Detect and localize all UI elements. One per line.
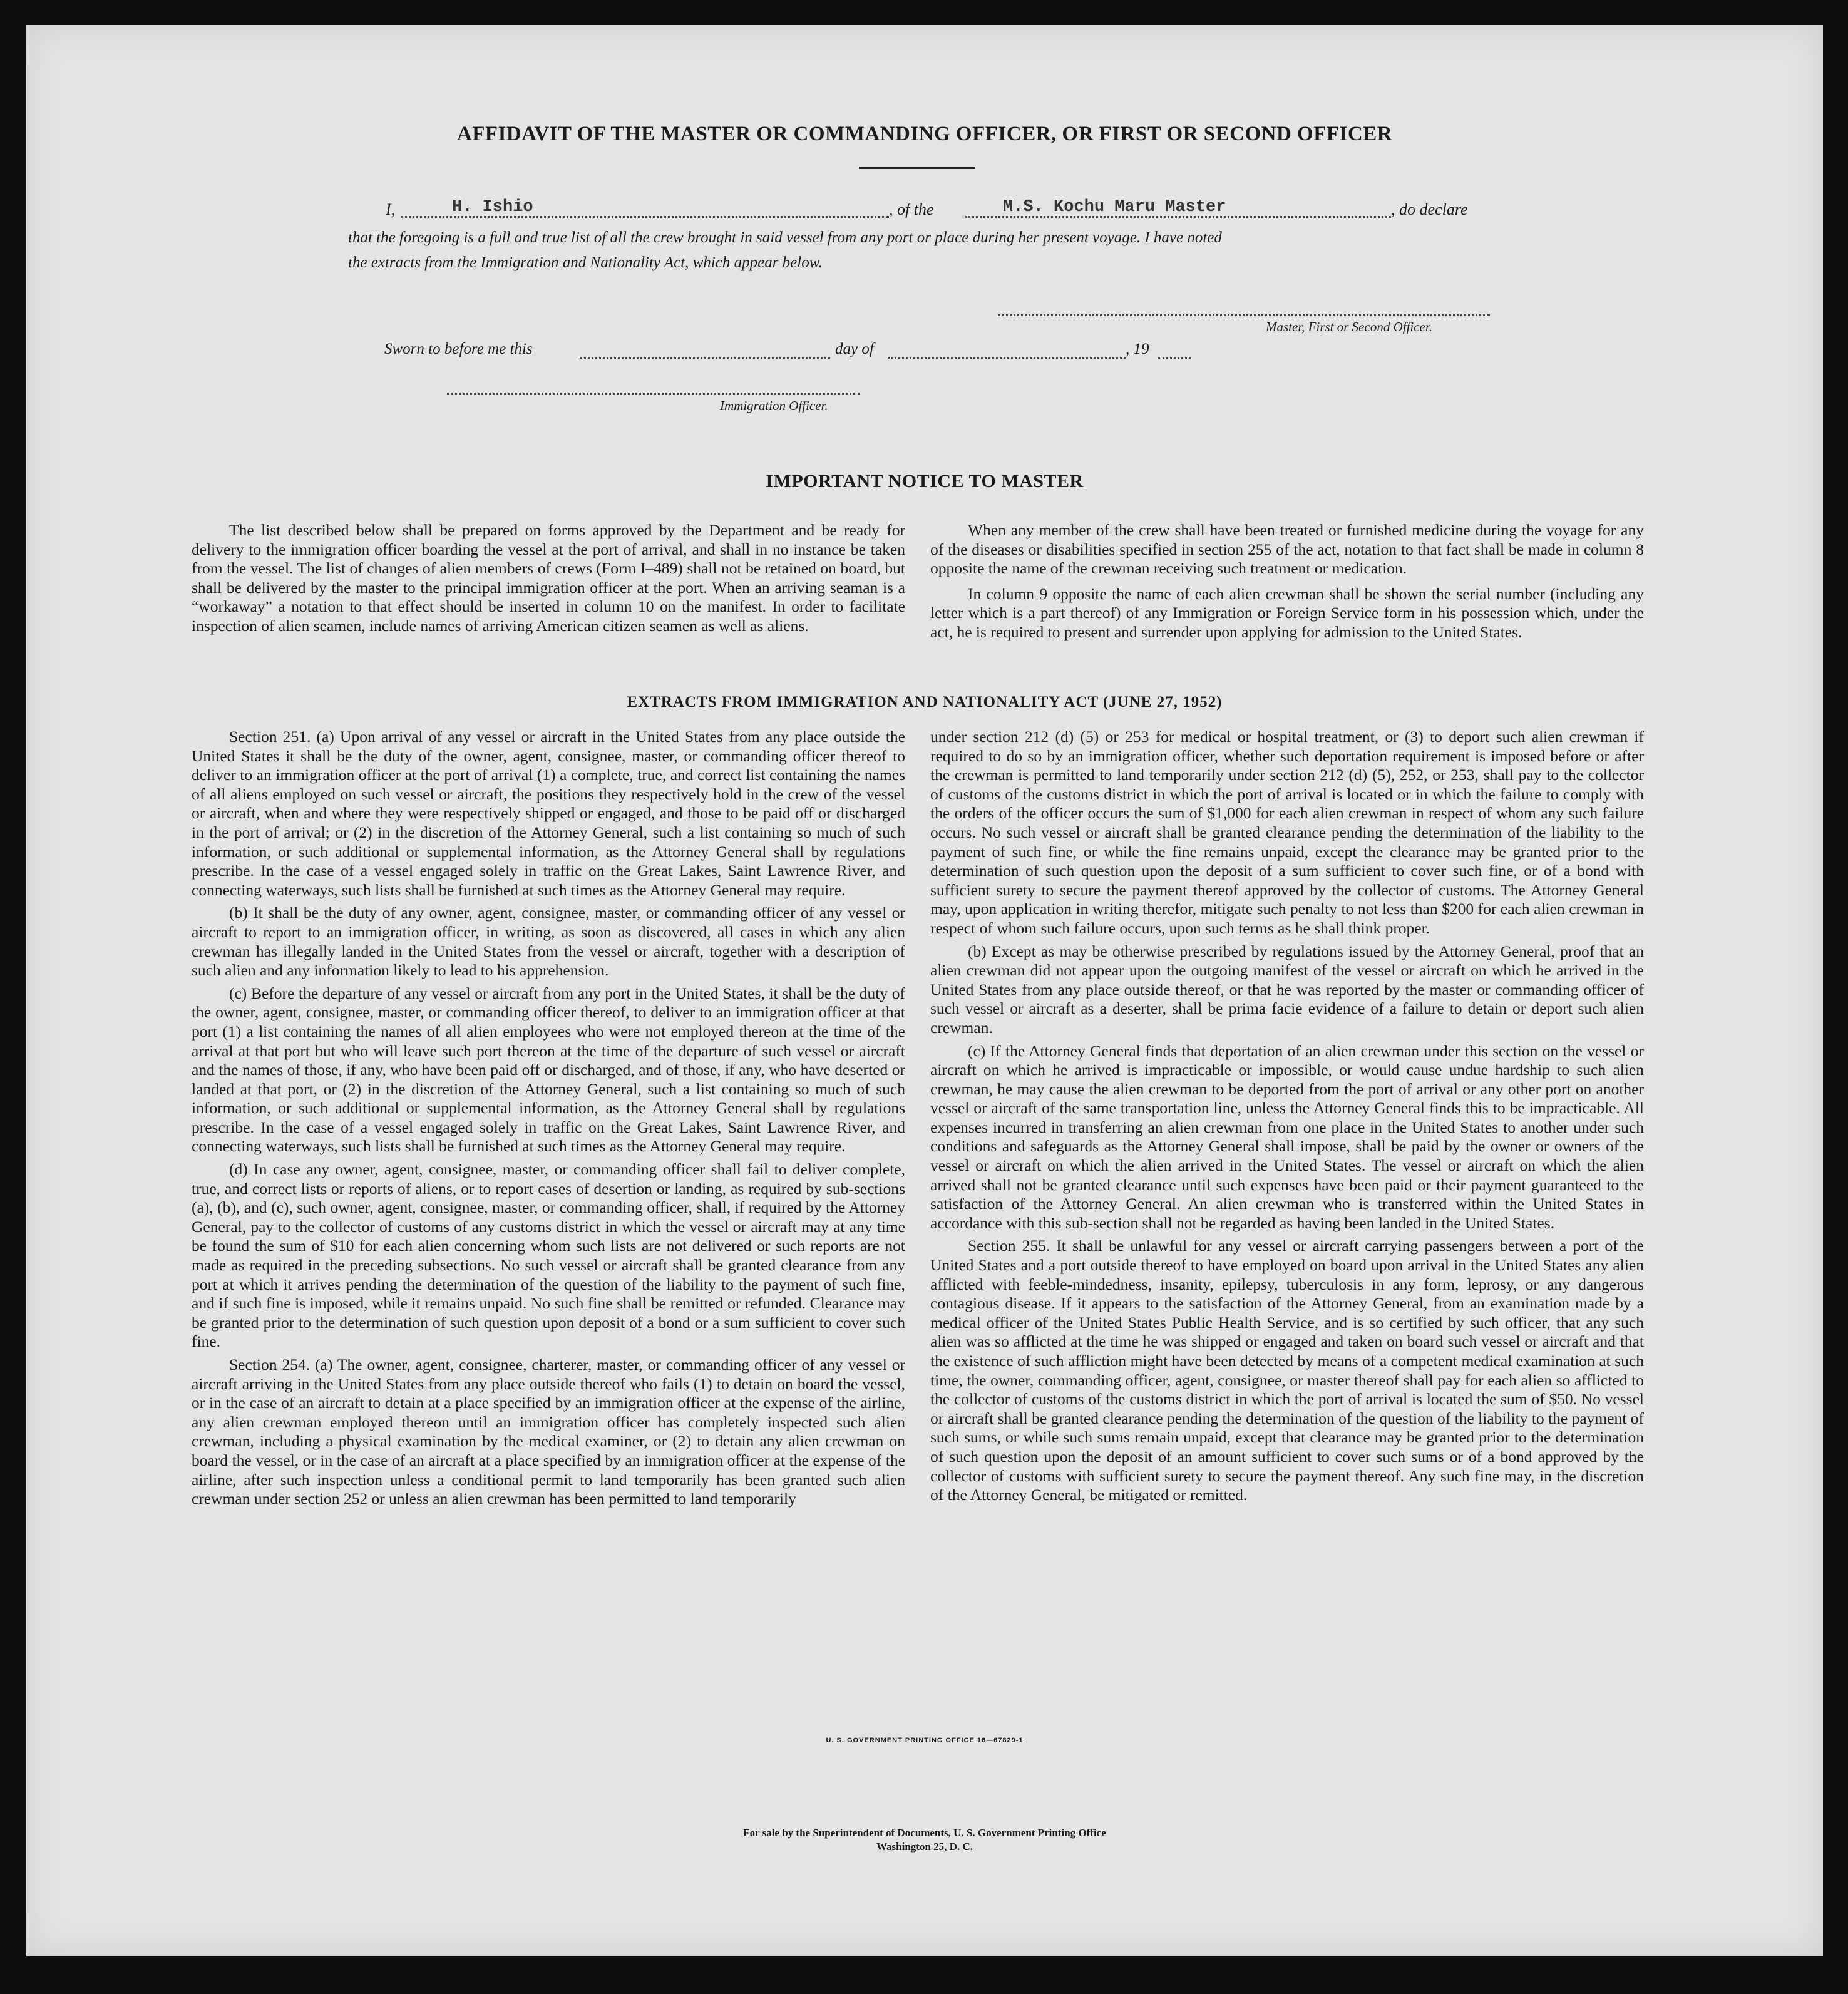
section-255: Section 255. It shall be unlawful for any vessel or aircraft carrying passengers between a port of the United States and a port outside thereof to have employed on board upon arrival in the United States any alien afflicted with feeble-mindedness, insanity, epilepsy, tuberculosis in any form, leprosy, or any dangerous contagious disease. If it appears to the satisfaction of the Attorney General, from an examination made by a medical officer of the United States Public Health Service, and is so certified by such officer, that any such alien was so afflicted at the time he was shipped or engaged and taken on board such vessel or aircraft and that the existence of such affliction might have been detected by means of a competent medical examination at such time, the owner, commanding officer, agent, consignee, or master thereof shall pay for each alien so afflicted to the collector of customs of the customs district in which the port of arrival is located the sum of $50. No vessel or aircraft shall be granted clearance pending the determination of the question of the liability to the payment of such sums, or while such sums remain unpaid, except that clearance may be granted prior to the determination of such question upon the deposit of an amount sufficient to cover such sums or of a bond approved by the collector of customs with sufficient surety to secure the payment thereof. Any such fine may, in the discretion of the Attorney General, be mitigated or remitted. bbox=[930, 1236, 1645, 1504]
year-label: , 19 bbox=[1126, 341, 1149, 357]
section-251b: (b) It shall be the duty of any owner, agent, consignee, master, or commanding officer of any vessel or aircraft to report to an immigration officer, in writing, as soon as discovered, all cases in which any alien crewman has illegally landed in the United States from the vessel or aircraft, together with a description of such alien and any information likely to lead to his apprehension. bbox=[192, 903, 905, 980]
do-declare-label: , do declare bbox=[1391, 200, 1468, 218]
notice-right-paragraph-1: When any member of the crew shall have been treated or furnished medicine during the voyage for any of the diseases or disabilities specified in section 255 of the act, notation to that fact shall be made in column 8 opposite the name of the crewman receiving such treatment or medication. bbox=[930, 521, 1644, 578]
sworn-year-blank[interactable] bbox=[1158, 357, 1191, 359]
officer-signature-line[interactable] bbox=[447, 393, 860, 395]
sworn-month-blank[interactable] bbox=[888, 357, 1126, 359]
day-of-label: day of bbox=[835, 341, 874, 357]
sworn-day-blank[interactable] bbox=[580, 357, 830, 359]
section-251a: Section 251. (a) Upon arrival of any vessel or aircraft in the United States from any place outside the United States it shall be the duty of the owner, agent, consignee, master, or commanding officer thereof to deliver to an immigration officer at the port of arrival (1) a complete, true, and correct list containing the names of all aliens employed on such vessel or aircraft, the positions they respectively hold in the crew of the vessel or aircraft, when and where they were respectively shipped or engaged, and those to be paid off or discharged in the port of arrival; or (2) in the discretion of the Attorney General, such a list containing so much of such information, or such additional or supplemental information, as the Attorney General shall by regulations prescribe. In the case of a vessel engaged solely in traffic on the Great Lakes, Saint Lawrence River, and connecting waterways, such lists shall be furnished at such times as the Attorney General may require. bbox=[192, 727, 905, 899]
notice-left-paragraph: The list described below shall be prepared on forms approved by the Department and be ready for delivery to the immigration officer boarding the vessel at the port of arrival, and shall in no instance be taken from the vessel. The list of changes of alien members of crews (Form I–489) shall not be retained on board, but shall be delivered by the master to the principal immigration officer at the port. When an arriving seaman is a “workaway” a notation to that effect should be inserted in column 10 on the manifest. In order to facilitate inspection of alien seamen, include names of arriving American citizen seamen as well as aliens. bbox=[192, 521, 905, 635]
sworn-label: Sworn to before me this bbox=[384, 341, 533, 357]
officer-signature-label: Immigration Officer. bbox=[720, 398, 828, 413]
of-the-label: , of the bbox=[889, 200, 934, 218]
master-name-field[interactable]: H. Ishio bbox=[452, 198, 533, 217]
master-signature-label: Master, First or Second Officer. bbox=[1266, 319, 1432, 334]
notice-title: IMPORTANT NOTICE TO MASTER bbox=[766, 471, 1084, 491]
vessel-name-field[interactable]: M.S. Kochu Maru Master bbox=[1003, 198, 1226, 217]
section-254c: (c) If the Attorney General finds that deportation of an alien crewman under this section on the vessel or aircraft on which he arrived is impracticable or impossible, or would cause undue hardship to such alien crewman, he may cause the alien crewman to be deported from the port of arrival or any other port on another vessel or aircraft of the same transportation line, unless the Attorney General finds this to be impracticable. All expenses incurred in transferring an alien crewman from one place in the United States to another under such conditions and safeguards as the Attorney General shall impose, shall be paid by the owner or owners of the vessel or aircraft on which the alien arrived in the United States. The vessel or aircraft on which the alien arrived shall not be granted clearance until such expenses have been paid or their payment guaranteed to the satisfaction of the Attorney General. An alien crewman who is transferred within the United States in accordance with this sub-section shall not be regarded as having been landed in the United States. bbox=[930, 1041, 1644, 1232]
section-254a: Section 254. (a) The owner, agent, consignee, charterer, master, or commanding officer of any vessel or aircraft arriving in the United States from any place outside thereof who fails (1) to detain on board the vessel, or in the case of an aircraft to detain at a place specified by an immigration officer at the expense of the airline, any alien crewman employed thereon until an immigration officer has completely inspected such alien crewman, including a physical examination by the medical examiner, or (2) to detain any alien crewman on board the vessel, or in the case of an aircraft at a place specified by an immigration officer at the expense of the airline, after such inspection unless a conditional permit to land temporarily has been granted such alien crewman under section 252 or unless an alien crewman has been permitted to land temporarily bbox=[192, 1355, 905, 1508]
document-page bbox=[26, 25, 1823, 1956]
section-254a-continued: under section 212 (d) (5) or 253 for medical or hospital treatment, or (3) to deport such alien crewman if required to do so by an immigration officer, whether such deportation requirement is imposed before or after the crewman is permitted to land temporarily under section 212 (d) (5), 252, or 253, shall pay to the collector of customs of the customs district in which the port of arrival is located or in which the failure to comply with the orders of the officer occurs the sum of $1,000 for each alien crewman in respect of whom any such failure occurs. No such vessel or aircraft shall be granted clearance pending the determination of the liability to the payment of such fine, or while the fine remains unpaid, except the clearance may be granted prior to the determination of such question upon the deposit of a sum sufficient to cover such fine, or of a bond with sufficient surety to secure the payment thereof approved by the collector of customs. The Attorney General may, upon application in writing therefor, mitigate such penalty to not less than $200 for each alien crewman in respect of whom such failure occurs, upon such terms as he shall think proper. bbox=[930, 727, 1644, 937]
i-label: I, bbox=[386, 200, 396, 218]
notice-left-column bbox=[192, 521, 905, 636]
declaration-line-2: that the foregoing is a full and true list of all the crew brought in said vessel from any port or place during her present voyage. I have noted bbox=[348, 229, 1222, 246]
extracts-left-column bbox=[192, 727, 905, 1509]
extracts-right-column bbox=[930, 727, 1644, 1505]
affidavit-title: AFFIDAVIT OF THE MASTER OR COMMANDING OFFICER, OR FIRST OR SECOND OFFICER bbox=[456, 123, 1393, 145]
section-251d: (d) In case any owner, agent, consignee, master, or commanding officer shall fail to deliver complete, true, and correct lists or reports of aliens, or to report cases of desertion or landing, as required by sub-sections (a), (b), and (c), such owner, agent, consignee, master, or commanding officer, shall, if required by the Attorney General, pay to the collector of customs of any customs district in which the vessel or aircraft may at any time be found the sum of $10 for each alien concerning whom such lists are not delivered or such reports are not made as required in the preceding subsections. No such vessel or aircraft shall be granted clearance from any port at which it arrives pending the determination of the question of the liability to the payment of such fine, and if such fine is imposed, while it remains unpaid. No such fine shall be remitted or refunded. Clearance may be granted prior to the determination of such question upon deposit of a bond or a sum sufficient to cover such fine. bbox=[192, 1160, 905, 1351]
sale-line-1: For sale by the Superintendent of Documents, U. S. Government Printing Office bbox=[743, 1827, 1106, 1839]
declaration-line-3: the extracts from the Immigration and Nationality Act, which appear below. bbox=[348, 254, 823, 271]
print-code: U. S. GOVERNMENT PRINTING OFFICE 16—67829-1 bbox=[826, 1737, 1024, 1744]
extracts-title: EXTRACTS FROM IMMIGRATION AND NATIONALITY ACT (JUNE 27, 1952) bbox=[627, 694, 1223, 711]
master-signature-line[interactable] bbox=[998, 314, 1490, 316]
section-251c: (c) Before the departure of any vessel or aircraft from any port in the United States, it shall be the duty of the owner, agent, consignee, master, or commanding officer thereof, to deliver to an immigration officer at that port (1) a list containing the names of all alien employees who were not employed thereon at the time of the arrival at that port but who will leave such port thereon at the time of the departure of such vessel or aircraft and the names of those, if any, who have been paid off or discharged, and of those, if any, who have deserted or landed at that port, or (2) in the discretion of the Attorney General, such a list containing so much of such information, or such additional or supplemental information, as the Attorney General shall by regulations prescribe. In the case of a vessel engaged solely in traffic on the Great Lakes, Saint Lawrence River, and connecting waterways, such lists shall be furnished at such times as the Attorney General may require. bbox=[192, 984, 905, 1156]
notice-right-paragraph-2: In column 9 opposite the name of each alien crewman shall be shown the serial number (including any letter which is a part thereof) of any Immigration or Foreign Service form in his possession which, under the act, he is required to present and surrender upon applying for admission to the United States. bbox=[930, 584, 1644, 641]
section-254b: (b) Except as may be otherwise prescribed by regulations issued by the Attorney General, proof that an alien crewman did not appear upon the outgoing manifest of the vessel or aircraft on which he arrived in the United States from any place outside thereof, or that he was reported by the master or commanding officer of such vessel or aircraft as a deserter, shall be prima facie evidence of a failure to detain or deport such alien crewman. bbox=[930, 942, 1644, 1037]
title-underline bbox=[859, 167, 975, 169]
sale-line-2: Washington 25, D. C. bbox=[876, 1841, 973, 1853]
notice-right-column bbox=[930, 521, 1644, 642]
